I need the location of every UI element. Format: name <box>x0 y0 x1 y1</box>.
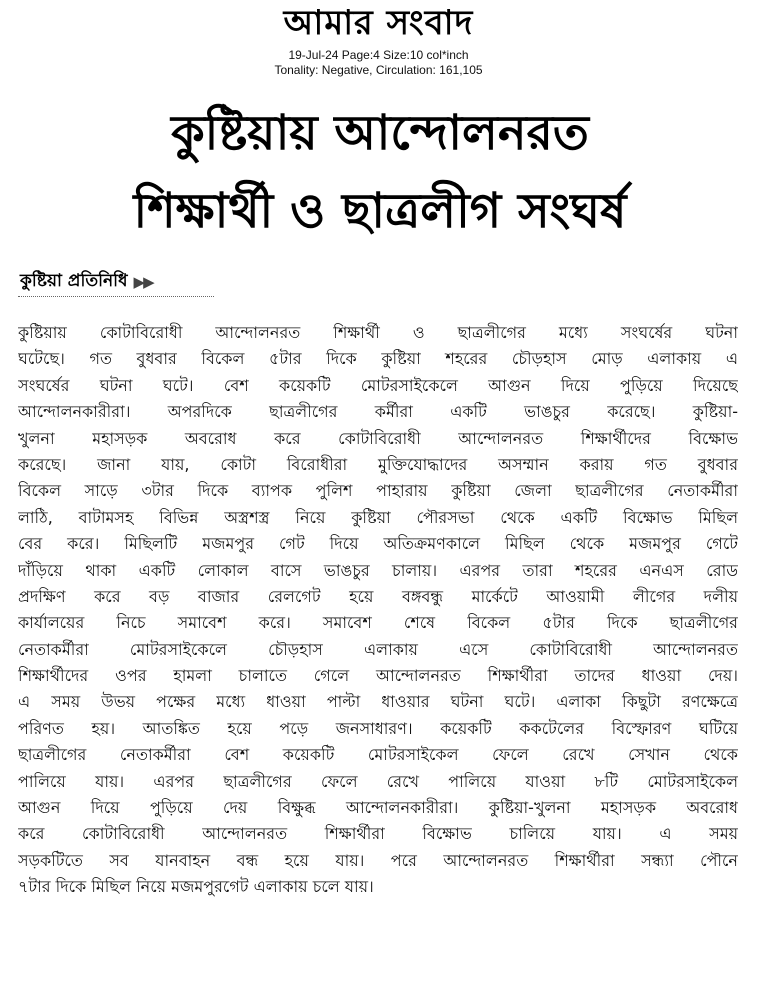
body-line: সংঘর্ষের ঘটনা ঘটে। বেশ কয়েকটি মোটরসাইকেলে আগুন দিয়ে পুড়িয়ে দিয়েছে <box>18 375 738 395</box>
body-line: নেতাকর্মীরা মোটরসাইকেলে চৌড়হাস এলাকায় এসে কোটাবিরোধী আন্দোলনরত <box>18 639 738 659</box>
byline-text: কুষ্টিয়া প্রতিনিধি <box>20 271 128 291</box>
body-line: আগুন দিয়ে পুড়িয়ে দেয় বিক্ষুব্ধ আন্দোলনকারীরা। কুষ্টিয়া-খুলনা মহাসড়ক অবরোধ <box>18 798 738 818</box>
body-line: করে কোটাবিরোধী আন্দোলনরত শিক্ষার্থীরা বিক্ষোভ চালিয়ে যায়। এ সময় <box>18 824 738 844</box>
body-line: শিক্ষার্থীদের ওপর হামলা চালাতে গেলে আন্দোলনরত শিক্ষার্থীরা তাদের ধাওয়া দেয়। <box>18 666 738 686</box>
clipping-meta-tonality: Tonality: Negative, Circulation: 161,105 <box>274 63 483 77</box>
body-line: ঘটেছে। গত বুধবার বিকেল ৫টার দিকে কুষ্টিয়া শহরের চৌড়হাস মোড় এলাকায় এ <box>18 349 738 369</box>
body-line: দাঁড়িয়ে থাকা একটি লোকাল বাসে ভাঙচুর চালায়। এরপর তারা শহরের এনএস রোড <box>18 560 738 580</box>
body-line: লাঠি, বাটামসহ বিভিন্ন অস্ত্রশস্ত্র নিয়ে কুষ্টিয়া পৌরসভা থেকে একটি বিক্ষোভ মিছিল <box>18 507 738 527</box>
body-line: বের করে। মিছিলটি মজমপুর গেট দিয়ে অতিক্রমণকালে মিছিল থেকে মজমপুর গেটে <box>18 534 738 554</box>
body-line: পরিণত হয়। আতঙ্কিত হয়ে পড়ে জনসাধারণ। কয়েকটি ককটেলের বিস্ফোরণ ঘটিয়ে <box>18 718 738 738</box>
body-line: কার্যালয়ের নিচে সমাবেশ করে। সমাবেশ শেষে বিকেল ৫টার দিকে ছাত্রলীগের <box>18 613 738 633</box>
byline-divider <box>18 296 214 297</box>
body-line: আন্দোলনকারীরা। অপরদিকে ছাত্রলীগের কর্মীরা একটি ভাঙচুর করেছে। কুষ্টিয়া- <box>18 402 738 422</box>
body-line: প্রদক্ষিণ করে বড় বাজার রেলগেট হয়ে বঙ্গবন্ধু মার্কেটে আওয়ামী লীগের দলীয় <box>18 586 738 606</box>
body-line: কুষ্টিয়ায় কোটাবিরোধী আন্দোলনরত শিক্ষার্থী ও ছাত্রলীগের মধ্যে সংঘর্ষের ঘটনা <box>18 323 738 342</box>
body-line: সড়কটিতে সব যানবাহন বন্ধ হয়ে যায়। পরে আন্দোলনরত শিক্ষার্থীরা সন্ধ্যা পৌনে <box>18 850 738 870</box>
body-line: খুলনা মহাসড়ক অবরোধ করে কোটাবিরোধী আন্দোলনরত শিক্ষার্থীদের বিক্ষোভ <box>18 428 738 448</box>
clipping-meta-date-page: 19-Jul-24 Page:4 Size:10 col*inch <box>288 48 469 62</box>
masthead <box>0 4 757 42</box>
newspaper-logo: আমার সংবাদ <box>283 3 474 43</box>
article-body <box>18 320 738 901</box>
headline-line-2: শিক্ষার্থী ও ছাত্রলীগ সংঘর্ষ <box>133 183 627 239</box>
body-line: পালিয়ে যায়। এরপর ছাত্রলীগের ফেলে রেখে পালিয়ে যাওয়া ৮টি মোটরসাইকেল <box>18 771 738 791</box>
body-line: ৭টার দিকে মিছিল নিয়ে মজমপুরগেট এলাকায় চলে যায়। <box>18 877 374 897</box>
byline <box>20 268 153 296</box>
body-line: বিকেল সাড়ে ৩টার দিকে ব্যাপক পুলিশ পাহারায় কুষ্টিয়া জেলা ছাত্রলীগের নেতাকর্মীরা <box>18 481 738 501</box>
body-line: এ সময় উভয় পক্ষের মধ্যে ধাওয়া পাল্টা ধাওয়ার ঘটনা ঘটে। এলাকা কিছুটা রণক্ষেত্রে <box>18 692 738 712</box>
body-line: ছাত্রলীগের নেতাকর্মীরা বেশ কয়েকটি মোটরসাইকেল ফেলে রেখে সেখান থেকে <box>18 745 738 765</box>
headline-line-1: কুষ্টিয়ায় আন্দোলনরত <box>171 105 589 161</box>
double-arrow-icon: ▶▶ <box>133 273 153 291</box>
body-line: করেছে। জানা যায়, কোটা বিরোধীরা মুক্তিযোদ্ধাদের অসম্মান করায় গত বুধবার <box>18 454 738 474</box>
